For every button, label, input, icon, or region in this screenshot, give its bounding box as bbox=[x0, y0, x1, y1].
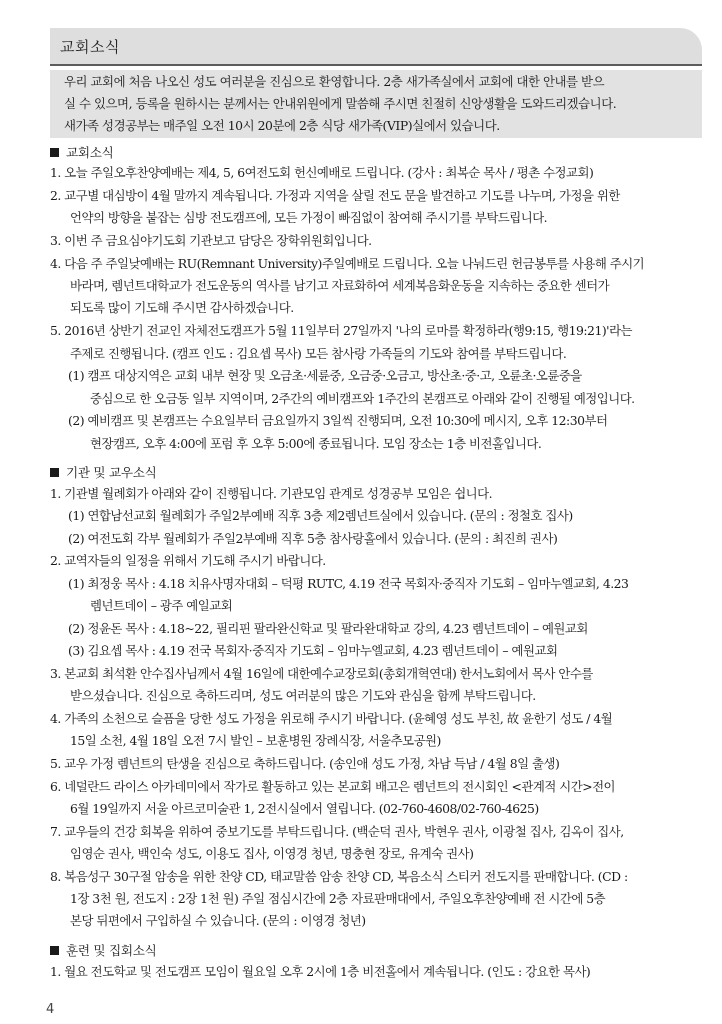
section-heading-church-news: 교회소식 bbox=[50, 142, 113, 161]
bullet-square-icon bbox=[50, 468, 59, 477]
news-subitem: (2) 예비캠프 및 본캠프는 수요일부터 금요일까지 3일씩 진행되며, 오전 10:30에 메시지, 오후 12:30부터 bbox=[68, 413, 608, 428]
news-subitem-continuation: 중심으로 한 오금동 일부 지역이며, 2주간의 예비캠프와 1주간의 본캠프로 아래와 같이 진행될 예정입니다. bbox=[90, 391, 635, 406]
welcome-line: 우리 교회에 처음 나오신 성도 여러분을 진심으로 환영합니다. 2층 새가족실에서 교회에 대한 안내를 받으 bbox=[64, 74, 605, 89]
news-item-continuation: 받으셨습니다. 진심으로 축하드리며, 성도 여러분의 많은 기도와 관심을 함께 부탁드립니다. bbox=[70, 688, 536, 703]
news-item-continuation: 15일 소천, 4월 18일 오전 7시 발인 – 보훈병원 장례식장, 서울추모공원) bbox=[70, 733, 441, 748]
news-item: 5. 교우 가정 렘넌트의 탄생을 진심으로 축하드립니다. (송인애 성도 가정, 차남 득남 / 4월 8일 출생) bbox=[50, 756, 560, 771]
news-subitem: (2) 정윤돈 목사 : 4.18~22, 필리핀 팔라완신학교 및 팔라완대학교 강의, 4.23 렘넌트데이 – 예원교회 bbox=[68, 621, 588, 636]
news-item: 4. 다음 주 주일낮예배는 RU(Remnant University)주일예배로 드립니다. 오늘 나눠드린 헌금봉투를 사용해 주시기 bbox=[50, 256, 645, 271]
news-subitem: (1) 연합남선교회 월례회가 주일2부예배 직후 3층 제2렘넌트실에서 있습니다. (문의 : 정철호 집사) bbox=[68, 508, 573, 523]
header-divider bbox=[50, 64, 702, 66]
news-item-continuation: 1장 3천 원, 전도지 : 2장 1천 원) 주일 점심시간에 2층 자료판매대에서, 주일오후찬양예배 전 시간에 5층 bbox=[70, 891, 606, 906]
news-item: 1. 월요 전도학교 및 전도캠프 모임이 월요일 오후 2시에 1층 비전홀에서 계속됩니다. (인도 : 강요한 목사) bbox=[50, 964, 591, 979]
section-heading-member-news: 기관 및 교우소식 bbox=[50, 462, 156, 481]
news-item: 7. 교우들의 건강 회복을 위하여 중보기도를 부탁드립니다. (백순덕 권사, 박현우 권사, 이광철 집사, 김옥이 집사, bbox=[50, 824, 624, 839]
news-subitem-continuation: 현장캠프, 오후 4:00에 포럼 후 오후 5:00에 종료됩니다. 모임 장소는 1층 비전홀입니다. bbox=[90, 436, 542, 451]
news-subitem: (3) 김요셉 목사 : 4.19 전국 목회자·중직자 기도회 – 임마누엘교회, 4.23 렘넌트데이 – 예원교회 bbox=[68, 643, 558, 658]
news-item-continuation: 주제로 진행됩니다. (캠프 인도 : 김요셉 목사) 모든 참사랑 가족들의 기도와 참여를 부탁드립니다. bbox=[70, 346, 567, 361]
news-item: 2. 교구별 대심방이 4월 말까지 계속됩니다. 가정과 지역을 살릴 전도 문을 발견하고 기도를 나누며, 가정을 위한 bbox=[50, 188, 620, 203]
bullet-square-icon bbox=[50, 148, 59, 157]
news-subitem: (2) 여전도회 각부 월례회가 주일2부예배 직후 5층 참사랑홀에서 있습니다. (문의 : 최진희 권사) bbox=[68, 531, 558, 546]
news-item: 1. 오늘 주일오후찬양예배는 제4, 5, 6여전도회 헌신예배로 드립니다. (강사 : 최복순 목사 / 평촌 수정교회) bbox=[50, 165, 594, 180]
section-header-title: 교회소식 bbox=[60, 38, 120, 56]
section-header-band bbox=[50, 28, 702, 64]
news-item: 3. 본교회 최석환 안수집사님께서 4월 16일에 대한예수교장로회(총회개혁연대) 한서노회에서 목사 안수를 bbox=[50, 666, 593, 681]
news-item: 1. 기관별 월례회가 아래와 같이 진행됩니다. 기관모임 관계로 성경공부 모임은 쉽니다. bbox=[50, 486, 493, 501]
news-subitem: (1) 캠프 대상지역은 교회 내부 현장 및 오금초·세륜중, 오금중·오금고, 방산초·중·고, 오륜초·오륜중을 bbox=[68, 368, 582, 383]
news-item-continuation: 임영순 권사, 백인숙 성도, 이용도 집사, 이영경 청년, 명충현 장로, 유계숙 권사) bbox=[70, 846, 474, 861]
news-item: 3. 이번 주 금요심야기도회 기관보고 담당은 장학위원회입니다. bbox=[50, 233, 372, 248]
page-number: 4 bbox=[46, 1002, 55, 1017]
section-heading-training-news: 훈련 및 집회소식 bbox=[50, 940, 156, 959]
news-item: 5. 2016년 상반기 전교인 자체전도캠프가 5월 11일부터 27일까지 '나의 로마를 확정하라(행9:15, 행19:21)'라는 bbox=[50, 323, 633, 338]
news-item-continuation: 본당 뒤편에서 구입하실 수 있습니다. (문의 : 이영경 청년) bbox=[70, 913, 366, 928]
news-item-continuation: 언약의 방향을 붙잡는 심방 전도캠프에, 모든 가정이 빠짐없이 참여해 주시기를 부탁드립니다. bbox=[70, 210, 548, 225]
news-item-continuation: 바라며, 렘넌트대학교가 전도운동의 역사를 남기고 자료화하여 세계복음화운동을 지속하는 중요한 센터가 bbox=[70, 278, 610, 293]
news-subitem-continuation: 렘넌트데이 – 광주 예일교회 bbox=[90, 598, 233, 613]
welcome-line: 새가족 성경공부는 매주일 오전 10시 20분에 2층 식당 새가족(VIP)실에서 있습니다. bbox=[64, 118, 500, 133]
news-item: 6. 네덜란드 라이스 아카데미에서 작가로 활동하고 있는 본교회 배고은 렘넌트의 전시회인 <관계적 시간>전이 bbox=[50, 779, 616, 794]
news-item-continuation: 되도록 많이 기도해 주시면 감사하겠습니다. bbox=[70, 300, 294, 315]
welcome-line: 실 수 있으며, 등록을 원하시는 분께서는 안내위원에게 말씀해 주시면 친절히 신앙생활을 도와드리겠습니다. bbox=[64, 96, 617, 111]
news-item-continuation: 6월 19일까지 서울 아르코미술관 1, 2전시실에서 열립니다. (02-760-4608/02-760-4625) bbox=[70, 801, 539, 816]
news-item: 8. 복음성구 30구절 암송을 위한 찬양 CD, 태교말씀 암송 찬양 CD, 복음소식 스티커 전도지를 판매합니다. (CD : bbox=[50, 869, 628, 884]
news-item: 2. 교역자들의 일정을 위해서 기도해 주시기 바랍니다. bbox=[50, 553, 326, 568]
news-item: 4. 가족의 소천으로 슬픔을 당한 성도 가정을 위로해 주시기 바랍니다. (윤혜영 성도 부친, 故 윤한기 성도 / 4월 bbox=[50, 711, 613, 726]
bullet-square-icon bbox=[50, 946, 59, 955]
news-subitem: (1) 최정웅 목사 : 4.18 치유사명자대회 – 덕평 RUTC, 4.19 전국 목회자·중직자 기도회 – 임마누엘교회, 4.23 bbox=[68, 576, 629, 591]
